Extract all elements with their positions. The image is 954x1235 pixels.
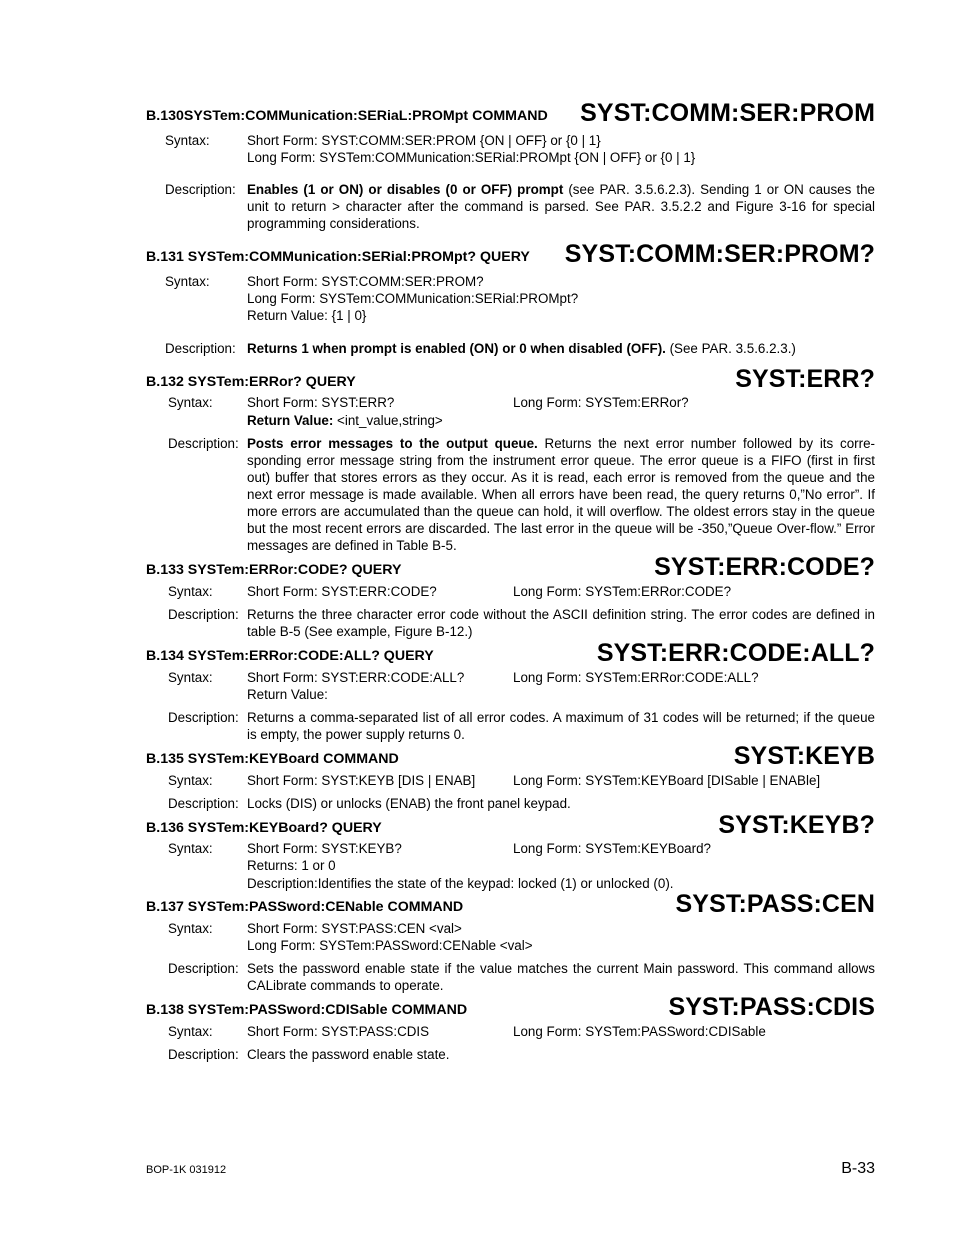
description-text [247,181,875,232]
long-form: Long Form: SYSTem:PASSword:CENable <val> [247,938,533,953]
command-mnemonic: SYST:ERR? [735,365,875,393]
command-mnemonic: SYST:PASS:CEN [675,890,875,918]
description-label: Description: [168,1047,239,1062]
syntax-label: Syntax: [168,921,213,936]
section-header-b133 [146,550,875,582]
description-body: Returns the next error number followed by its corre-sponding error message string from the instrument error queue. The error queue is a FIFO (first in first out) buffer that stores errors as they occur. As it is read, each error is removed from the queue and the next error message is made available. When all errors have been read, the query returns 0,”No error”. If more errors are accumulated than the queue can hold, it will overflow. The oldest errors stay in the queue but the most recent errors are discarded. The last error in the queue will be -350,”Queue Over-flow.” Error messages are defined in Table B-5. [247,436,875,553]
short-form: Short Form: SYST:PASS:CEN <val> [247,921,462,936]
description-label: Description: [168,796,239,811]
command-mnemonic: SYST:COMM:SER:PROM [580,99,875,127]
return-value-label: Return Value: [247,413,334,428]
command-mnemonic: SYST:ERR:CODE:ALL? [596,639,875,667]
command-mnemonic: SYST:PASS:CDIS [668,993,875,1021]
short-form: Short Form: SYST:PASS:CDIS [247,1024,430,1039]
section-header-b130 [146,96,875,128]
syntax-label: Syntax: [168,670,213,685]
section-header-b137 [146,887,875,919]
description-label: Description: [165,341,236,356]
section-title: B.133 SYSTem:ERRor:CODE? QUERY [146,562,402,578]
description-text: Description:Identifies the state of the keypad: locked (1) or unlocked (0). [247,876,674,891]
long-form: Long Form: SYSTem:ERRor? [513,395,689,410]
syntax-label: Syntax: [168,584,213,599]
long-form: Long Form: SYSTem:ERRor:CODE:ALL? [513,670,759,685]
short-form: Short Form: SYST:KEYB [DIS | ENAB] [247,773,476,788]
description-text: Returns the three character error code without the ASCII definition string. The error codes are defined in table B-5 (See example, Figure B-12.) [247,607,875,639]
description-text: Returns a comma-separated list of all error codes. A maximum of 31 codes will be returned; if the queue is empty, the power supply returns 0. [247,710,875,742]
section-header-b138 [146,990,875,1022]
command-mnemonic: SYST:COMM:SER:PROM? [564,240,875,268]
long-form: Long Form: SYSTem:KEYBoard [DISable | ENABle] [513,773,821,788]
returns-text: Returns: 1 or 0 [247,858,336,873]
long-form: Long Form: SYSTem:PASSword:CDISable [513,1024,766,1039]
section-title: B.134 SYSTem:ERRor:CODE:ALL? QUERY [146,648,434,664]
short-form: Short Form: SYST:ERR:CODE:ALL? [247,670,465,685]
section-header-b134 [146,636,875,668]
description-text: Clears the password enable state. [247,1047,450,1062]
long-form: Long Form: SYSTem:ERRor:CODE? [513,584,732,599]
section-header-b135 [146,739,875,771]
description-text: Sets the password enable state if the value matches the current Main password. This command allows CALibrate commands to operate. [247,961,875,993]
section-title: B.131 SYSTem:COMMunication:SERial:PROMpt? QUERY [146,249,530,265]
short-form: Short Form: SYST:KEYB? [247,841,402,856]
description-body: (See PAR. 3.5.6.2.3.) [665,341,796,356]
syntax-label: Syntax: [168,841,213,856]
short-form: Short Form: SYST:ERR? [247,395,395,410]
description-text [247,435,875,554]
document-id: BOP-1K 031912 [146,1164,227,1176]
section-title: B.130SYSTem:COMMunication:SERiaL:PROMpt COMMAND [146,108,548,124]
description-label: Description: [168,710,239,725]
description-label: Description: [165,182,236,197]
syntax-label: Syntax: [168,1024,213,1039]
description-label: Description: [168,607,239,622]
description-emphasis: Enables (1 or ON) or disables (0 or OFF) prompt [247,182,564,197]
section-title: B.135 SYSTem:KEYBoard COMMAND [146,751,399,767]
syntax-label: Syntax: [168,395,213,410]
short-form: Short Form: SYST:ERR:CODE? [247,584,437,599]
section-title: B.132 SYSTem:ERRor? QUERY [146,374,356,390]
description-text [247,340,796,357]
description-label: Description: [168,961,239,976]
description-emphasis: Posts error messages to the output queue. [247,436,538,451]
description-body: (see PAR. 3.5.6.2.3). Sending 1 or ON causes the unit to return > character after the command is parsed. See PAR. 3.5.2.2 and Figure 3-16 for special programming considerations. [247,182,875,231]
page-number: B-33 [841,1160,875,1177]
section-title: B.138 SYSTem:PASSword:CDISable COMMAND [146,1002,468,1018]
return-value-text: <int_value,string> [333,413,443,428]
syntax-label: Syntax: [165,274,210,289]
syntax-label: Syntax: [165,133,210,148]
long-form: Long Form: SYSTem:COMMunication:SERial:PROMpt {ON | OFF} or {0 | 1} [247,150,696,165]
command-mnemonic: SYST:KEYB [733,742,875,770]
section-title: B.136 SYSTem:KEYBoard? QUERY [146,820,382,836]
section-title: B.137 SYSTem:PASSword:CENable COMMAND [146,899,464,915]
long-form: Long Form: SYSTem:COMMunication:SERial:PROMpt? [247,291,579,306]
syntax-label: Syntax: [168,773,213,788]
short-form: Short Form: SYST:COMM:SER:PROM? [247,274,484,289]
long-form: Long Form: SYSTem:KEYBoard? [513,841,711,856]
return-value: Return Value: {1 | 0} [247,308,367,323]
command-mnemonic: SYST:KEYB? [718,811,875,839]
section-header-b132 [146,362,875,394]
return-value [247,412,443,429]
short-form: Short Form: SYST:COMM:SER:PROM {ON | OFF} or {0 | 1} [247,133,601,148]
description-emphasis: Returns 1 when prompt is enabled (ON) or 0 when disabled (OFF). [247,341,666,356]
section-header-b136 [146,808,875,840]
command-mnemonic: SYST:ERR:CODE? [654,553,875,581]
section-header-b131 [146,237,875,269]
return-value: Return Value: [247,687,328,702]
description-text: Locks (DIS) or unlocks (ENAB) the front panel keypad. [247,796,571,811]
description-label: Description: [168,436,239,451]
